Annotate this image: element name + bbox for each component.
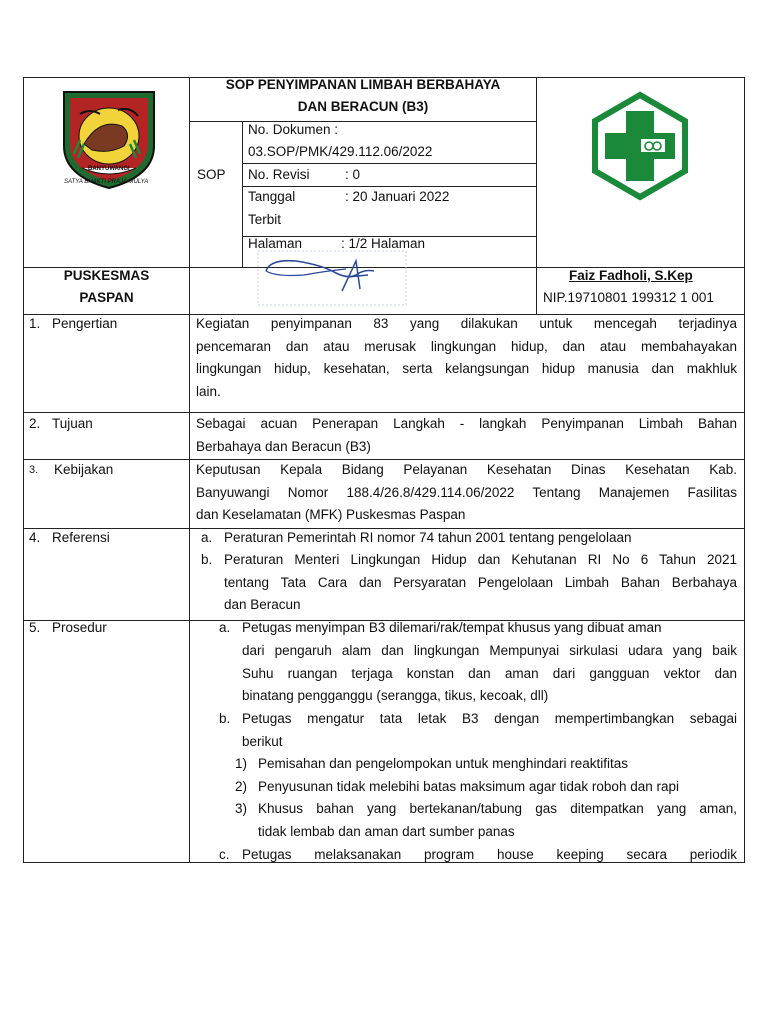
list-marker: a. [219,620,231,635]
section-label-tujuan: Tujuan [52,416,93,431]
tujuan-text [196,413,737,458]
prosedur-item-a-cont [242,640,737,708]
banyuwangi-logo [54,84,164,194]
text-line: Khusus bahan yang bertekanan/tabung gas ditempatkan yang aman, [258,801,737,816]
list-marker: a. [201,530,213,545]
text-line: lingkungan hidup, kesehatan, serta kelangsungan hidup manusia dan makhluk [196,361,737,376]
section-number: 1. [29,316,41,331]
text-line: berikut [242,733,283,749]
prosedur-item-b [242,708,737,753]
list-marker: b. [219,711,231,726]
banyuwangi-emblem-icon [54,84,164,194]
puskesmas-logo [585,91,695,201]
text-line: Banyuwangi Nomor 188.4/26.8/429.114.06/2022 Tentang Manajemen Fasilitas [196,484,737,500]
list-marker: 1) [235,756,248,771]
halaman-label: Halaman [248,236,303,251]
kebijakan-text [196,459,737,527]
text-line: Suhu ruangan terjaga konstan dan aman dari gangguan vektor dan [242,665,737,681]
text-line: dari pengaruh alam dan lingkungan Mempunyai sirkulasi udara yang baik [242,643,737,658]
text-line: dan Keselamatan (MFK) Puskesmas Paspan [196,507,466,522]
no-dokumen-label: No. Dokumen : [248,122,339,137]
pengertian-text [196,313,737,403]
list-marker: b. [201,552,213,567]
text-line: lain. [196,383,221,399]
prosedur-item-b1: Pemisahan dan pengelompokan untuk menghindari reaktifitas [258,756,628,771]
signer-name: Faiz Fadholi, S.Kep [569,268,693,283]
text-line: Petugas menyimpan B3 dilemari/rak/tempat khusus yang dibuat aman [242,620,662,635]
text-line: pencemaran dan atau merusak lingkungan hidup, dan atau membahayakan [196,338,737,354]
section-label-prosedur: Prosedur [52,620,107,635]
referensi-item-a: Peraturan Pemerintah RI nomor 74 tahun 2001 tentang pengelolaan [224,530,632,545]
section-number: 5. [29,620,41,635]
no-revisi-label: No. Revisi [248,167,310,182]
section-label-referensi: Referensi [52,530,110,545]
logo-motto-text: SATYA BHAKTI PRAJA MULYA [64,179,149,185]
section-label-pengertian: Pengertian [52,316,118,331]
signature-stamp [256,249,408,307]
no-dokumen-value: 03.SOP/PMK/429.112.06/2022 [248,144,433,159]
sop-label: SOP [197,167,226,182]
text-line: Petugas mengatur tata letak B3 dengan mempertimbangkan sebagai [242,711,737,726]
text-line: Kegiatan penyimpanan 83 yang dilakukan untuk mencegah terjadinya [196,316,737,331]
signature-icon [256,249,408,307]
prosedur-item-c [242,844,737,867]
text-line: Petugas melaksanakan program house keeping secara periodik [242,847,737,862]
tanggal-label: Tanggal [248,189,296,204]
document-title-line1: SOP PENYIMPANAN LIMBAH BERBAHAYA [225,77,501,92]
logo-banner-text: BANYUWANGI [88,166,130,172]
text-line: binatang pengganggu (serangga, tikus, kecoak, dll) [242,688,549,703]
text-line: Berbahaya dan Beracun (B3) [196,438,371,454]
no-revisi-value: : 0 [345,167,361,182]
text-line: Peraturan Menteri Lingkungan Hidup dan Kehutanan RI No 6 Tahun 2021 [224,552,737,567]
section-number: 3. [29,464,39,476]
tanggal-value: : 20 Januari 2022 [345,189,450,204]
section-label-kebijakan: Kebijakan [54,462,114,477]
signer-nip: NIP.19710801 199312 1 001 [543,290,714,305]
text-line: tentang Tata Cara dan Persyaratan Pengelolaan Limbah Bahan Berbahaya [224,574,737,590]
text-line: tidak lembab dan aman dart sumber panas [258,823,515,839]
text-line: Keputusan Kepala Bidang Pelayanan Kesehatan Dinas Kesehatan Kab. [196,462,737,477]
list-marker: c. [219,847,230,862]
org-name-line2: PASPAN [79,290,134,305]
document-title-line2: DAN BERACUN (B3) [297,99,429,114]
list-marker: 3) [235,801,248,816]
prosedur-item-b3 [258,798,737,843]
terbit-label: Terbit [248,212,282,227]
list-marker: 2) [235,779,248,794]
prosedur-item-b2: Penyusunan tidak melebihi batas maksimum agar tidak roboh dan rapi [258,779,679,794]
org-name-line1: PUSKESMAS [63,268,150,283]
halaman-value: : 1/2 Halaman [341,236,426,251]
section-number: 2. [29,416,41,431]
text-line: Sebagai acuan Penerapan Langkah - langkah Penyimpanan Limbah Bahan [196,416,737,431]
prosedur-item-a [242,617,737,640]
puskesmas-cross-icon [585,91,695,201]
section-number: 4. [29,530,41,545]
text-line: dan Beracun [224,597,301,612]
referensi-item-b [224,549,737,617]
